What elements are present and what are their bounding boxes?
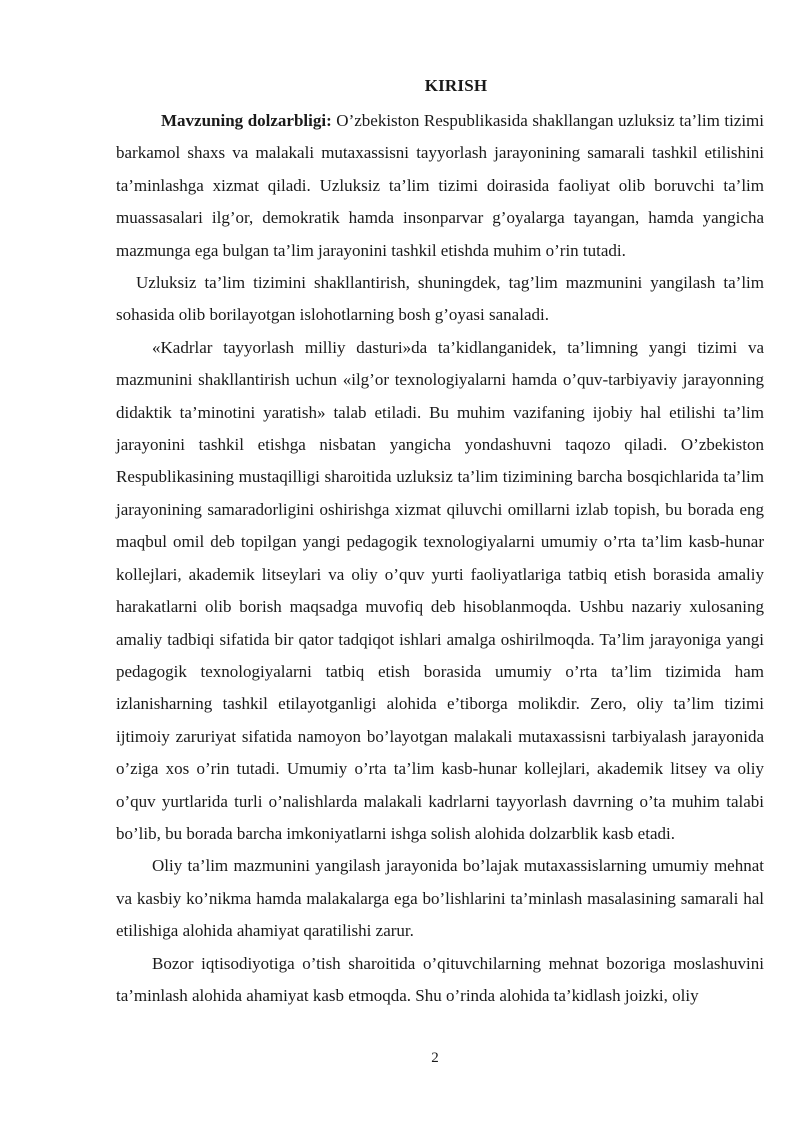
page-title: KIRISH bbox=[424, 76, 488, 95]
paragraph: «Kadrlar tayyorlash milliy dasturi»da ta’kidlanganidek, ta’limning yangi tizimi va mazmunini shakllantirish uchun «ilg’or texnologiyalarni hamda o’quv-tarbiyaviy jarayonning didaktik ta’minotini yaratish» talab etiladi. Bu muhim vazifaning ijobiy hal etilishi ta’lim jarayonini tashkil etishga nisbatan yangicha yondashuvni taqozo qiladi. O’zbekiston Respublikasining mustaqilligi sharoitida uzluksiz ta’lim tizimining barcha bosqichlarida ta’lim jarayonining samaradorligini oshirishga xizmat qiluvchi omillarni izlab topish, bu borada eng maqbul omil deb topilgan yangi pedagogik texnologiyalarni umumiy o’rta ta’lim kasb-hunar kollejlari, akademik litseylari va oliy o’quv yurti faoliyatlariga tatbiq etish borasida amaliy harakatlarni olib borish maqsadga muvofiq deb hisoblanmoqda. Ushbu nazariy xulosaning amaliy tadbiqi sifatida bir qator tadqiqot ishlari amalga oshirilmoqda. Ta’lim jarayoniga yangi pedagogik texnologiyalarni tatbiq etish borasida umumiy o’rta ta’lim tizimida ham izlanisharning tashkil etilayotganligi alohida e’tiborga molikdir. Zero, oliy ta’lim tizimi ijtimoiy zaruriyat sifatida namoyon bo’layotgan malakali mutaxassisni tarbiyalash jarayonida o’ziga xos o’rin tutadi. Umumiy o’rta ta’lim kasb-hunar kollejlari, akademik litsey va oliy o’quv yurtlarida turli o’nalishlarda malakali kadrlarni tayyorlash davrning o’ta muhim talabi bo’lib, bu borada barcha imkoniyatlarni ishga solish alohida dolzarblik kasb etadi. bbox=[116, 337, 764, 843]
paragraph-lead: Mavzuning dolzarbligi: bbox=[161, 111, 332, 130]
document-body bbox=[116, 105, 764, 1012]
paragraph: Oliy ta’lim mazmunini yangilash jarayonida bo’lajak mutaxassislarning umumiy mehnat va kasbiy ko’nikma hamda malakalarga ega bo’lishlarini ta’minlash masalasining samarali hal etilishiga alohida ahamiyat qaratilishi zarur. bbox=[116, 856, 764, 941]
paragraph: Bozor iqtisodiyotiga o’tish sharoitida o’qituvchilarning mehnat bozoriga moslashuvini ta’minlash alohida ahamiyat kasb etmoqda. Shu o’rinda alohida ta’kidlash joizki, oliy bbox=[116, 953, 764, 1005]
page-number: 2 bbox=[431, 1050, 439, 1066]
paragraph-relevance bbox=[116, 105, 764, 267]
paragraph-text: O’zbekiston Respublikasida shakllangan uzluksiz ta’lim tizimi barkamol shaxs va malakali mutaxassisni tayyorlash jarayonining samarali tashkil etilishini ta’minlashga xizmat qiladi. Uzluksiz ta’lim tizimi doirasida faoliyat olib boruvchi ta’lim muassasalari ilg’or, demokratik hamda insonparvar g’oyalarga tayangan, hamda yangicha mazmunga ega bulgan ta’lim jarayonini tashkil etishda muhim o’rin tutadi. bbox=[116, 111, 765, 260]
paragraph: Uzluksiz ta’lim tizimini shakllantirish, shuningdek, tag’lim mazmunini yangilash ta’lim sohasida olib borilayotgan islohotlarning bosh g’oyasi sanaladi. bbox=[116, 273, 764, 325]
